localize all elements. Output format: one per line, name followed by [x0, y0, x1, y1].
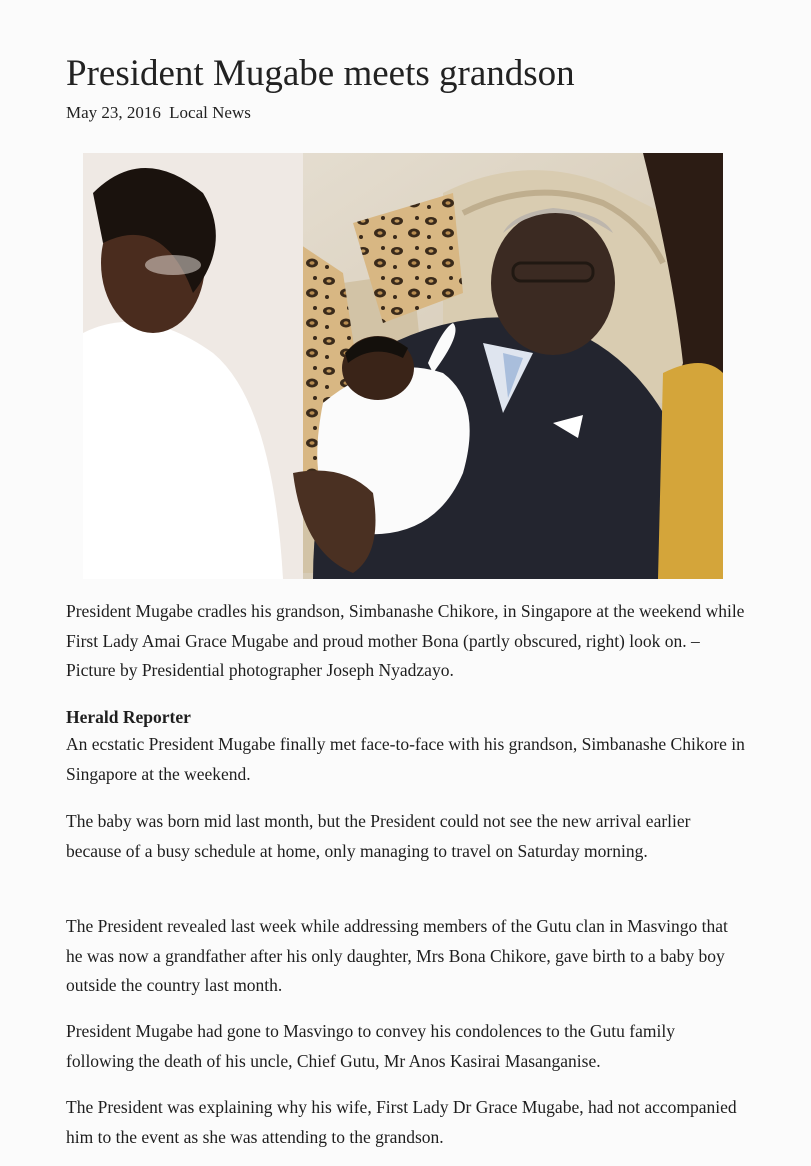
article-paragraph: President Mugabe had gone to Masvingo to convey his condolences to the Gutu family following the death of his uncle, Chief Gutu, Mr Anos Kasirai Masanganise.	[66, 1021, 675, 1071]
photo-caption: President Mugabe cradles his grandson, Simbanashe Chikore, in Singapore at the weekend while First Lady Amai Grace Mugabe and proud mother Bona (partly obscured, right) look on. – Picture by Presidential photographer Joseph Nyadzayo.	[66, 601, 745, 680]
article-photo	[83, 153, 723, 579]
article-paragraph: The President was explaining why his wife, First Lady Dr Grace Mugabe, had not accompanied him to the event as she was attending to the grandson.	[66, 1097, 737, 1147]
article-paragraph: The President revealed last week while addressing members of the Gutu clan in Masvingo that he was now a grandfather after his only daughter, Mrs Bona Chikore, gave birth to a baby boy outside the country last month.	[66, 916, 728, 995]
article-title: President Mugabe meets grandson	[66, 53, 575, 94]
article-meta	[66, 102, 255, 124]
article-category-link[interactable]: Local News	[169, 103, 251, 122]
article-paragraph: An ecstatic President Mugabe finally met face-to-face with his grandson, Simbanashe Chikore in Singapore at the weekend.	[66, 734, 745, 784]
article-date: May 23, 2016	[66, 103, 161, 122]
article-byline: Herald Reporter	[66, 707, 191, 727]
article-paragraph: The baby was born mid last month, but the President could not see the new arrival earlier because of a busy schedule at home, only managing to travel on Saturday morning.	[66, 811, 691, 861]
